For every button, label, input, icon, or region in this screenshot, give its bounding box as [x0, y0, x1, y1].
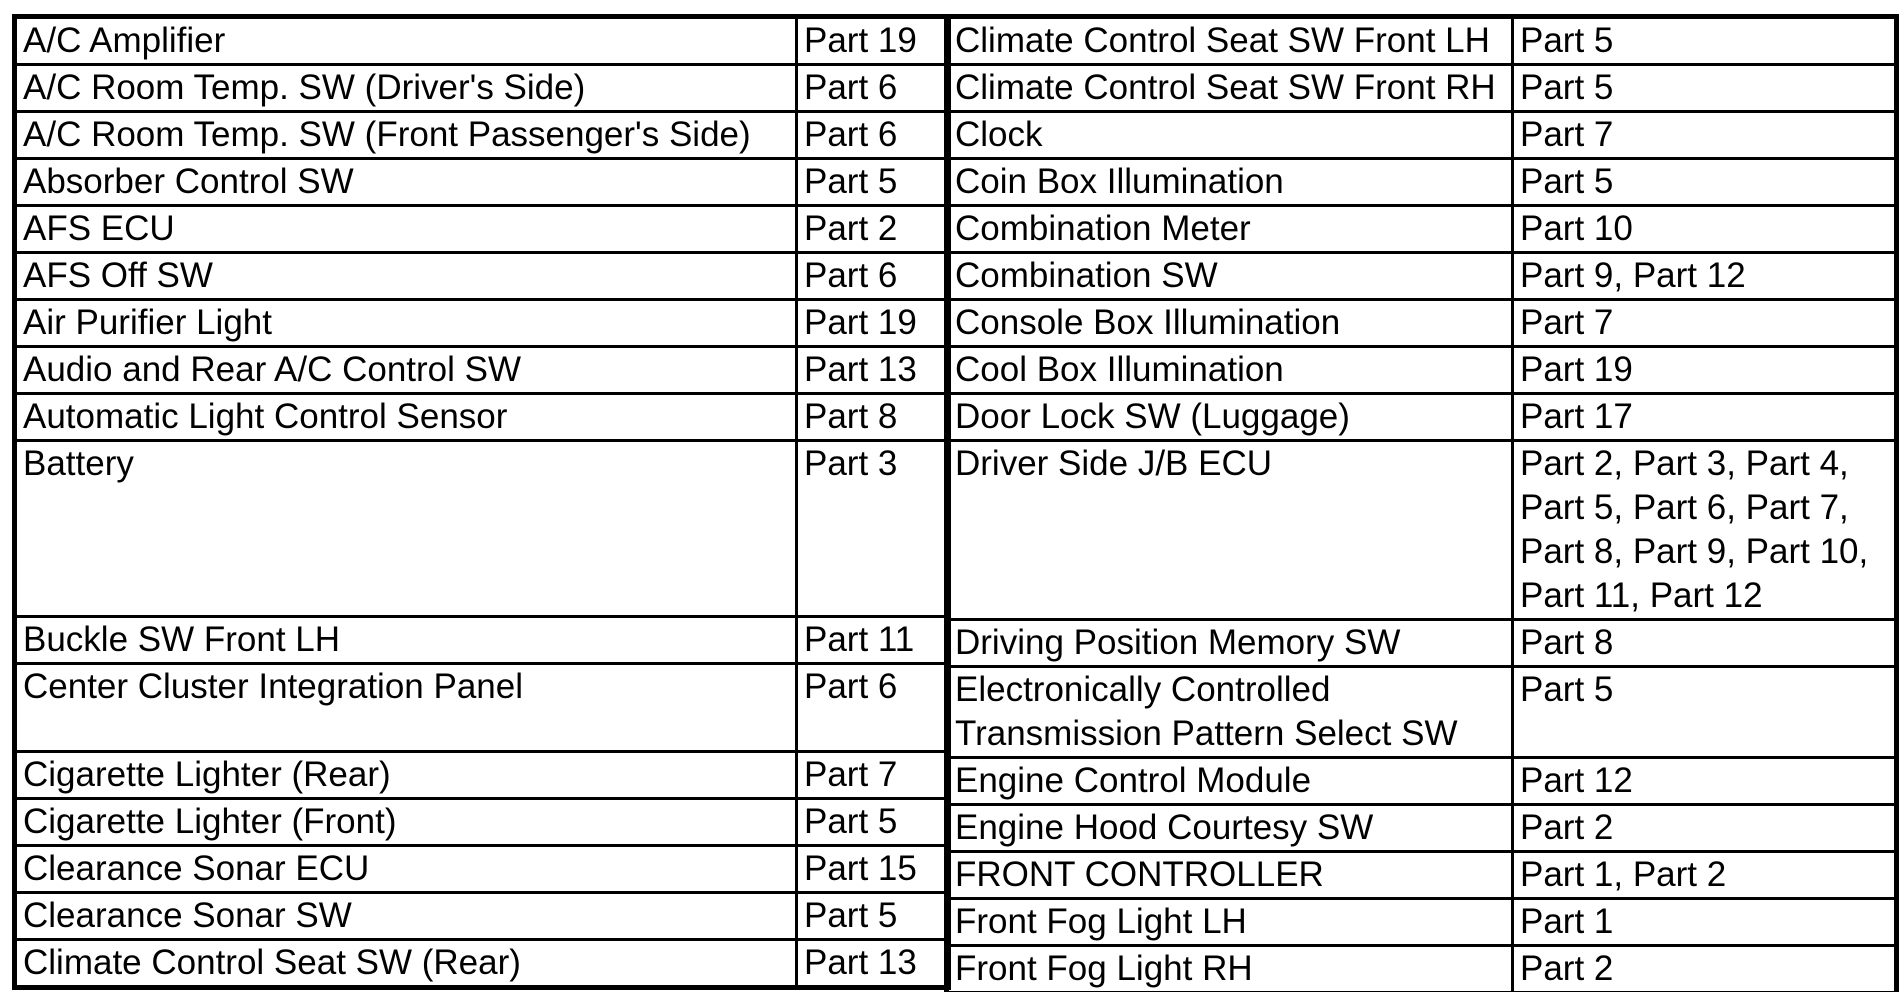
component-name: A/C Room Temp. SW (Driver's Side)	[15, 65, 797, 112]
table-row	[947, 300, 1897, 347]
component-name: Air Purifier Light	[15, 300, 797, 347]
table-row	[15, 441, 949, 617]
part-reference: Part 10	[1513, 206, 1897, 253]
table-row	[947, 159, 1897, 206]
component-name: Console Box Illumination	[947, 300, 1513, 347]
table-row	[947, 620, 1897, 667]
table-row	[947, 206, 1897, 253]
table-row	[947, 347, 1897, 394]
component-name: Clearance Sonar SW	[15, 893, 797, 940]
component-name: A/C Room Temp. SW (Front Passenger's Side)	[15, 112, 797, 159]
component-name: Clock	[947, 112, 1513, 159]
table-row	[947, 441, 1897, 620]
component-name: FRONT CONTROLLER	[947, 852, 1513, 899]
part-reference: Part 6	[797, 65, 949, 112]
part-reference: Part 13	[797, 347, 949, 394]
component-name: Cigarette Lighter (Front)	[15, 799, 797, 846]
part-reference: Part 19	[797, 300, 949, 347]
table-row	[15, 752, 949, 799]
table-row	[15, 347, 949, 394]
component-name: Audio and Rear A/C Control SW	[15, 347, 797, 394]
table-row	[947, 805, 1897, 852]
table-row	[15, 799, 949, 846]
part-reference: Part 1, Part 2	[1513, 852, 1897, 899]
part-reference: Part 8	[1513, 620, 1897, 667]
part-reference: Part 2	[797, 206, 949, 253]
part-reference: Part 5	[1513, 17, 1897, 65]
part-reference: Part 15	[797, 846, 949, 893]
component-name: Absorber Control SW	[15, 159, 797, 206]
component-name	[947, 667, 1513, 758]
component-name: Driver Side J/B ECU	[947, 441, 1513, 620]
part-reference: Part 2	[1513, 805, 1897, 852]
part-reference: Part 6	[797, 253, 949, 300]
part-reference: Part 5	[1513, 159, 1897, 206]
component-name: Driving Position Memory SW	[947, 620, 1513, 667]
part-reference: Part 2	[1513, 946, 1897, 992]
table-row	[947, 667, 1897, 758]
table-row	[15, 617, 949, 664]
part-reference: Part 5	[797, 893, 949, 940]
part-reference: Part 11	[797, 617, 949, 664]
table-row	[947, 946, 1897, 992]
component-name-line: Transmission Pattern Select SW	[955, 714, 1458, 753]
table-row	[15, 17, 949, 65]
component-name: Door Lock SW (Luggage)	[947, 394, 1513, 441]
component-name: Combination SW	[947, 253, 1513, 300]
table-row	[15, 893, 949, 940]
table-row	[15, 300, 949, 347]
part-reference: Part 7	[1513, 112, 1897, 159]
part-reference: Part 6	[797, 112, 949, 159]
part-reference: Part 17	[1513, 394, 1897, 441]
table-row	[947, 112, 1897, 159]
component-name: AFS ECU	[15, 206, 797, 253]
table-row	[15, 253, 949, 300]
component-name: A/C Amplifier	[15, 17, 797, 65]
part-reference: Part 19	[797, 17, 949, 65]
table-row	[947, 253, 1897, 300]
part-reference: Part 9, Part 12	[1513, 253, 1897, 300]
part-reference: Part 3	[797, 441, 949, 617]
component-name: Cigarette Lighter (Rear)	[15, 752, 797, 799]
component-name: AFS Off SW	[15, 253, 797, 300]
part-reference: Part 1	[1513, 899, 1897, 946]
component-name: Battery	[15, 441, 797, 617]
part-reference: Part 7	[1513, 300, 1897, 347]
component-name: Coin Box Illumination	[947, 159, 1513, 206]
part-reference: Part 5	[1513, 667, 1897, 758]
component-name: Automatic Light Control Sensor	[15, 394, 797, 441]
component-name: Combination Meter	[947, 206, 1513, 253]
component-name: Cool Box Illumination	[947, 347, 1513, 394]
component-name-line: Electronically Controlled	[955, 670, 1331, 709]
component-name: Front Fog Light RH	[947, 946, 1513, 992]
part-reference: Part 8	[797, 394, 949, 441]
component-name: Climate Control Seat SW Front RH	[947, 65, 1513, 112]
table-row	[15, 65, 949, 112]
parts-index-table-left	[12, 14, 951, 990]
part-reference: Part 19	[1513, 347, 1897, 394]
component-name: Climate Control Seat SW (Rear)	[15, 940, 797, 988]
table-row	[947, 899, 1897, 946]
table-row	[15, 846, 949, 893]
table-row	[947, 758, 1897, 805]
part-reference-line: Part 8, Part 9, Part 10,	[1520, 532, 1869, 571]
part-reference: Part 5	[797, 159, 949, 206]
table-row	[15, 664, 949, 752]
component-name: Center Cluster Integration Panel	[15, 664, 797, 752]
table-row	[947, 17, 1897, 65]
part-reference-line: Part 11, Part 12	[1520, 576, 1763, 615]
part-reference: Part 13	[797, 940, 949, 988]
table-row	[15, 394, 949, 441]
table-row	[947, 394, 1897, 441]
component-name: Engine Hood Courtesy SW	[947, 805, 1513, 852]
table-row	[15, 112, 949, 159]
part-reference-line: Part 5, Part 6, Part 7,	[1520, 488, 1849, 527]
part-reference: Part 12	[1513, 758, 1897, 805]
table-row	[947, 65, 1897, 112]
part-reference	[1513, 441, 1897, 620]
table-row	[947, 852, 1897, 899]
part-reference: Part 6	[797, 664, 949, 752]
table-row	[15, 159, 949, 206]
component-name: Buckle SW Front LH	[15, 617, 797, 664]
table-row	[15, 940, 949, 988]
component-name: Climate Control Seat SW Front LH	[947, 17, 1513, 65]
component-name: Engine Control Module	[947, 758, 1513, 805]
table-row	[15, 206, 949, 253]
part-reference: Part 5	[797, 799, 949, 846]
parts-index-table-right	[944, 14, 1899, 992]
part-reference-line: Part 2, Part 3, Part 4,	[1520, 444, 1849, 483]
component-name: Clearance Sonar ECU	[15, 846, 797, 893]
part-reference: Part 5	[1513, 65, 1897, 112]
part-reference: Part 7	[797, 752, 949, 799]
component-name: Front Fog Light LH	[947, 899, 1513, 946]
